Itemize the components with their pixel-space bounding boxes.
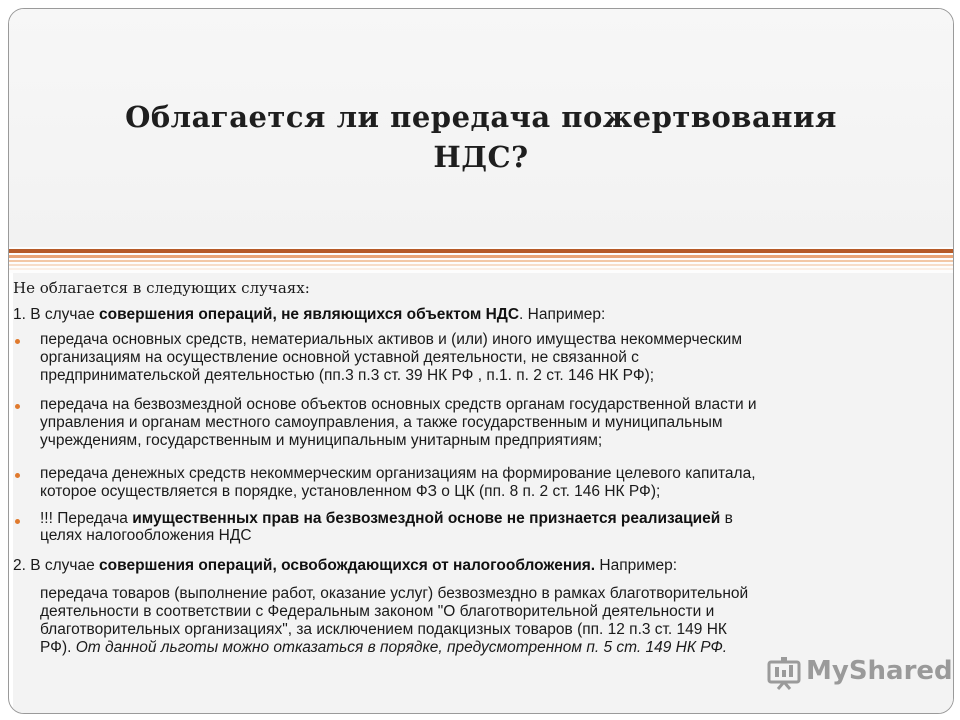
decorative-stripe xyxy=(9,247,953,273)
bullet-1-line-1: передача основных средств, нематериальных активов и (или) иного имущества некоммерческим xyxy=(40,331,742,348)
bullet-4-line-2: целях налогообложения НДС xyxy=(40,527,252,544)
bullet-3-line-2: которое осуществляется в порядке, установленном ФЗ о ЦК (пп. 8 п. 2 ст. 146 НК РФ); xyxy=(40,483,661,500)
paragraph-line-1: передача товаров (выполнение работ, оказание услуг) безвозмездно в рамках благотворительной xyxy=(40,585,749,602)
slide-title xyxy=(9,97,953,177)
paragraph-line-4: РФ). От данной льготы можно отказаться в порядке, предусмотренном п. 5 ст. 149 НК РФ. xyxy=(40,639,728,656)
watermark-text: MyShared xyxy=(806,656,953,686)
slide-content xyxy=(13,273,953,713)
bullet-4-line-1: !!! Передача имущественных прав на безвозмездной основе не признается реализацией в xyxy=(40,510,733,527)
title-area xyxy=(9,9,953,247)
paragraph-line-3: благотворительных организациях", за исключением подакцизных товаров (пп. 12 п.3 ст. 149 НК xyxy=(40,621,727,638)
slide-frame xyxy=(8,8,954,714)
bullet-dot xyxy=(15,473,20,478)
bullet-2-line-3: учреждениям, государственным и муниципальным унитарным предприятиям; xyxy=(40,432,603,449)
bullet-3-line-1: передача денежных средств некоммерческим организациям на формирование целевого капитала, xyxy=(40,465,756,482)
intro-text: Не облагается в следующих случаях: xyxy=(13,279,310,297)
bullet-2-line-1: передача на безвозмездной основе объектов основных средств органам государственной власти и xyxy=(40,396,757,413)
bullet-2-line-2: управления и органам местного самоуправления, а также государственным и муниципальным xyxy=(40,414,723,431)
bullet-1-line-3: предпринимательской деятельностью (пп.3 п.3 ст. 39 НК РФ , п.1. п. 2 ст. 146 НК РФ); xyxy=(40,367,655,384)
title-line-2: НДС? xyxy=(433,140,529,174)
bullet-dot xyxy=(15,404,20,409)
bullet-dot xyxy=(15,339,20,344)
bullet-dot xyxy=(15,519,20,524)
paragraph-line-2: деятельности в соответствии с Федеральным законом "О благотворительной деятельности и xyxy=(40,603,715,620)
case-1: 1. В случае совершения операций, не являющихся объектом НДС. Например: xyxy=(13,306,606,323)
case-2: 2. В случае совершения операций, освобождающихся от налогообложения. Например: xyxy=(13,557,678,574)
myshared-watermark xyxy=(766,656,953,692)
bullet-1-line-2: организациям на осуществление основной уставной деятельности, не связанной с xyxy=(40,349,639,366)
title-line-1: Облагается ли передача пожертвования xyxy=(125,100,837,134)
presentation-icon xyxy=(766,656,802,690)
